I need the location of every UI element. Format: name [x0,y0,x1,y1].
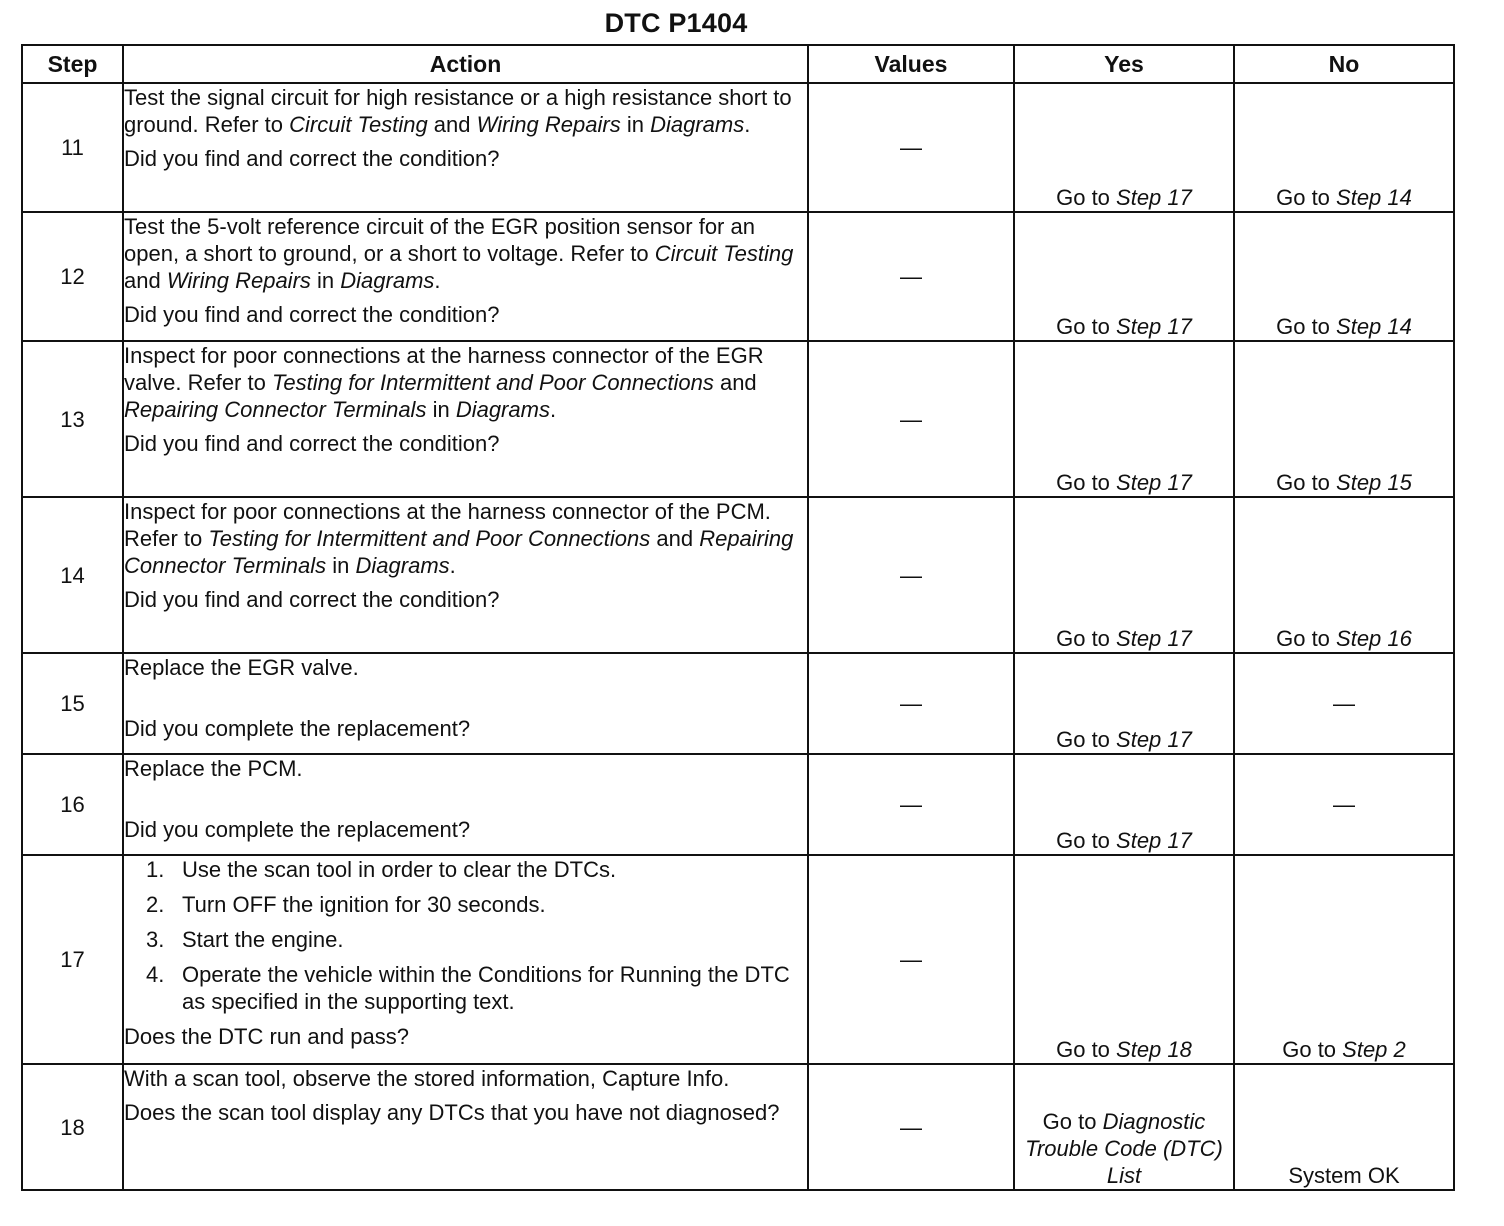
step-number: 17 [22,855,123,1064]
header-values: Values [808,45,1014,83]
no-text: Go to [1282,1037,1343,1062]
no-text: Go to [1276,314,1337,339]
yes-cell [1014,83,1234,212]
action-ref: Diagrams [650,112,745,137]
list-number: 3. [146,927,165,952]
yes-cell [1014,855,1234,1064]
step-number: 13 [22,341,123,497]
action-text: With a scan tool, observe the stored information, Capture Info. [124,1066,730,1091]
action-text: . [549,397,557,422]
header-no: No [1234,45,1454,83]
action-ref: Diagrams [340,268,435,293]
yes-text: Go to [1056,727,1117,752]
action-text: in [426,397,456,422]
action-cell [123,754,808,855]
no-cell: — [1234,653,1454,754]
action-text: Replace the PCM. [124,756,303,781]
values-cell: — [808,83,1014,212]
action-text: . [744,112,751,137]
action-ref: Circuit Testing [289,112,428,137]
action-spacer [124,782,807,809]
action-cell [123,653,808,754]
action-cell [123,83,808,212]
yes-cell [1014,341,1234,497]
action-instruction [124,84,807,138]
no-ref: Step 2 [1342,1037,1406,1062]
yes-ref: Step 18 [1116,1037,1192,1062]
values-cell: — [808,754,1014,855]
action-text: Inspect for poor connections at the harness connector of the PCM. Refer to [124,499,771,551]
action-cell [123,212,808,341]
action-text: in [310,268,341,293]
no-cell [1234,83,1454,212]
action-text: and [713,370,757,395]
yes-ref: Step 17 [1116,626,1192,651]
list-number: 2. [146,892,165,917]
yes-cell [1014,1064,1234,1190]
list-text: Turn OFF the ignition for 30 seconds. [182,892,546,917]
action-ref: Wiring Repairs [476,112,621,137]
action-text: Test the 5-volt reference circuit of the EGR position sensor for an open, a short to ground, or a short to voltage. Refer to [124,214,755,266]
yes-cell [1014,497,1234,653]
no-cell: — [1234,754,1454,855]
list-text: Use the scan tool in order to clear the DTCs. [182,857,617,882]
table-row [22,1064,1454,1190]
table-row [22,653,1454,754]
no-cell [1234,497,1454,653]
values-cell: — [808,341,1014,497]
table-body [22,83,1454,1190]
action-instruction [124,342,807,423]
no-ref: Step 14 [1336,185,1412,210]
list-text: Operate the vehicle within the Conditions for Running the DTC as specified in the supporting text. [182,962,790,1014]
action-ref: Circuit Testing [654,241,794,266]
action-list [124,856,807,1015]
yes-text: Go to [1056,185,1117,210]
table-row [22,212,1454,341]
yes-ref: Step 17 [1116,185,1192,210]
action-text: Replace the EGR valve. [124,655,359,680]
action-question: Did you complete the replacement? [124,716,471,741]
no-ref: Step 16 [1336,626,1412,651]
step-number: 12 [22,212,123,341]
list-number: 1. [146,857,165,882]
dtc-table [21,44,1455,1191]
step-number: 14 [22,497,123,653]
table-row [22,341,1454,497]
yes-ref: Step 17 [1116,314,1192,339]
yes-ref: Diagnostic Trouble Code (DTC) List [1025,1109,1223,1188]
yes-cell [1014,212,1234,341]
action-ref: Diagrams [455,397,550,422]
yes-cell [1014,653,1234,754]
table-row [22,83,1454,212]
yes-text: Go to [1056,626,1117,651]
action-list-item [146,926,807,953]
step-number: 16 [22,754,123,855]
yes-text: Go to [1042,1109,1103,1134]
action-text: and [124,268,167,293]
yes-text: Go to [1056,314,1117,339]
action-text: Inspect for poor connections at the harness connector of the EGR valve. Refer to [124,343,764,395]
action-cell [123,1064,808,1190]
action-instruction [124,1065,807,1092]
action-instruction [124,213,807,294]
action-ref: Diagrams [355,553,450,578]
action-text: and [427,112,477,137]
action-ref: Testing for Intermittent and Poor Connections [208,526,651,551]
page-title: DTC P1404 [604,8,748,38]
action-list-item [146,961,807,1015]
action-question: Did you complete the replacement? [124,817,471,842]
no-text: Go to [1276,626,1337,651]
header-yes: Yes [1014,45,1234,83]
action-instruction [124,654,807,681]
action-text: in [326,553,356,578]
action-ref: Repairing Connector Terminals [124,526,794,578]
action-ref: Wiring Repairs [166,268,311,293]
no-text: Go to [1276,185,1337,210]
step-number: 18 [22,1064,123,1190]
yes-text: Go to [1056,828,1117,853]
no-ref: Step 15 [1336,470,1412,495]
no-text: Go to [1276,470,1337,495]
list-text: Start the engine. [182,927,344,952]
action-question: Did you find and correct the condition? [124,302,500,327]
action-question: Does the scan tool display any DTCs that you have not diagnosed? [124,1100,780,1125]
values-cell: — [808,855,1014,1064]
action-list-item [146,891,807,918]
action-ref: Repairing Connector Terminals [124,397,427,422]
yes-cell [1014,754,1234,855]
action-cell [123,497,808,653]
no-cell [1234,855,1454,1064]
action-cell [123,855,808,1064]
action-text: . [434,268,441,293]
table-header-row [22,45,1454,83]
action-question: Did you find and correct the condition? [124,146,500,171]
yes-ref: Step 17 [1116,470,1192,495]
list-number: 4. [146,962,165,987]
no-ref: Step 14 [1336,314,1412,339]
no-cell [1234,212,1454,341]
action-ref: Testing for Intermittent and Poor Connections [271,370,714,395]
action-question: Does the DTC run and pass? [124,1024,409,1049]
action-text: and [650,526,700,551]
yes-ref: Step 17 [1116,727,1192,752]
action-question: Did you find and correct the condition? [124,587,500,612]
yes-text: Go to [1056,470,1117,495]
values-cell: — [808,1064,1014,1190]
action-list-item [146,856,807,883]
values-cell: — [808,653,1014,754]
values-cell: — [808,497,1014,653]
action-spacer [124,681,807,708]
action-text: in [620,112,651,137]
action-cell [123,341,808,497]
table-row [22,497,1454,653]
values-cell: — [808,212,1014,341]
step-number: 15 [22,653,123,754]
yes-text: Go to [1056,1037,1117,1062]
header-step: Step [22,45,123,83]
action-instruction [124,755,807,782]
action-question: Did you find and correct the condition? [124,431,500,456]
no-cell: System OK [1234,1064,1454,1190]
no-cell [1234,341,1454,497]
table-row [22,754,1454,855]
header-action: Action [123,45,808,83]
action-text: Test the signal circuit for high resistance or a high resistance short to ground. Refer to [124,85,792,137]
step-number: 11 [22,83,123,212]
action-text: . [449,553,456,578]
table-row [22,855,1454,1064]
action-instruction [124,498,807,579]
yes-ref: Step 17 [1116,828,1192,853]
